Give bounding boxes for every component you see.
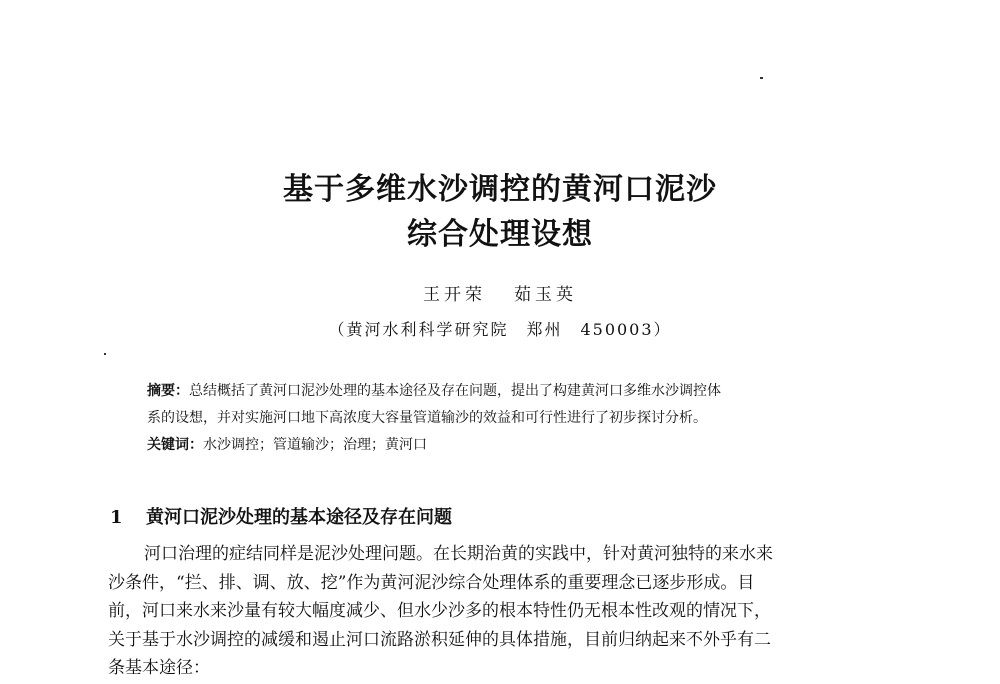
abstract-line: [147, 405, 867, 432]
paragraph-line: 前，河口来水来沙量有较大幅度减少、但水少沙多的根本特性仍无根本性改观的情况下，: [108, 601, 771, 621]
paper-title-line-1: 基于多维水沙调控的黄河口泥沙: [283, 172, 717, 207]
author-name: 王开荣: [423, 285, 486, 305]
paragraph-line: 条基本途径：: [108, 658, 210, 678]
scan-speck: [104, 353, 106, 355]
paper-title-line-2: 综合处理设想: [407, 217, 593, 252]
abstract-block: [147, 378, 867, 459]
author-name: 茹玉英: [514, 285, 577, 305]
author-affiliation: （黄河水利科学研究院 郑州 450003）: [328, 320, 672, 339]
paragraph-line: 河口治理的症结同样是泥沙处理问题。在长期治黄的实践中，针对黄河独特的来水来: [144, 544, 773, 564]
section-heading: [110, 505, 452, 531]
body-paragraph: [108, 540, 898, 683]
abstract-text: 总结概括了黄河口泥沙处理的基本途径及存在问题，提出了构建黄河口多维水沙调控体: [189, 383, 721, 399]
abstract-line: [147, 378, 867, 405]
keywords-label: 关键词：: [147, 437, 203, 453]
paragraph-line: 沙条件，“拦、排、调、放、挖”作为黄河泥沙综合处理体系的重要理念已逐步形成。目: [108, 572, 755, 593]
author-list: [0, 284, 1000, 306]
section-title: 黄河口泥沙处理的基本途径及存在问题: [146, 507, 452, 528]
section-number: 1: [110, 507, 123, 528]
paragraph-line: 关于基于水沙调控的减缓和遏止河口流路淤积延伸的具体措施，目前归纳起来不外乎有二: [108, 629, 771, 650]
keywords-line: [147, 432, 867, 459]
keywords-text: 水沙调控；管道输沙；治理；黄河口: [203, 437, 427, 453]
abstract-text: 系的设想，并对实施河口地下高浓度大容量管道输沙的效益和可行性进行了初步探讨分析。: [147, 410, 707, 426]
scan-speck: [760, 77, 763, 79]
abstract-label: 摘要：: [147, 383, 189, 399]
